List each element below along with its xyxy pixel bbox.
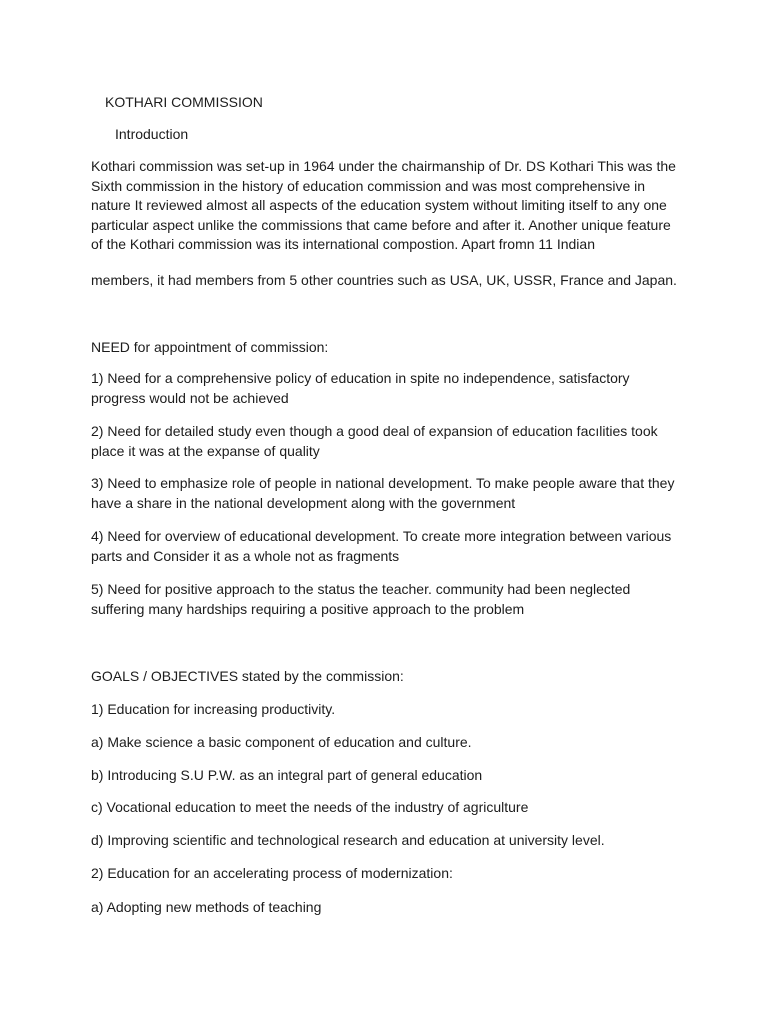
goal-item: 1) Education for increasing productivity.	[91, 701, 336, 717]
intro-continuation: members, it had members from 5 other countries such as USA, UK, USSR, France and Japan.	[91, 272, 677, 288]
need-item-line: 4) Need for overview of educational development. To create more integration between various	[91, 528, 672, 544]
need-item	[91, 580, 691, 619]
intro-paragraph	[91, 157, 691, 255]
document-title: KOTHARI COMMISSION	[105, 94, 263, 110]
intro-line: particular aspect unlike the commissions that came before and after it. Another unique feature	[91, 216, 671, 233]
intro-heading: Introduction	[115, 126, 189, 142]
need-item	[91, 422, 691, 461]
need-heading: NEED for appointment of commission:	[91, 339, 329, 355]
goal-item: b) Introducing S.U P.W. as an integral part of general education	[91, 767, 483, 783]
goals-heading: GOALS / OBJECTIVES stated by the commission:	[91, 668, 404, 684]
need-item	[91, 369, 691, 408]
need-item	[91, 474, 691, 513]
need-item-line: 5) Need for positive approach to the status the teacher. community had been neglected	[91, 581, 631, 597]
goal-item: a) Adopting new methods of teaching	[91, 899, 322, 915]
need-item-line: 1) Need for a comprehensive policy of education in spite no independence, satisfactory	[91, 370, 630, 386]
goal-item: c) Vocational education to meet the needs of the industry of agriculture	[91, 799, 529, 815]
intro-line: Kothari commission was set-up in 1964 under the chairmanship of Dr. DS Kothari This was the	[91, 158, 676, 174]
intro-line: nature It reviewed almost all aspects of the education system without limiting itself to any one	[91, 197, 667, 213]
need-item-line: 2) Need for detailed study even though a good deal of expansion of education facılities took	[91, 423, 658, 439]
intro-line: Sixth commission in the history of education commission and was most comprehensive in	[91, 177, 646, 194]
need-item-line: parts and Consider it as a whole not as fragments	[91, 547, 400, 564]
intro-line: of the Kothari commission was its international compostion. Apart fromn 11 Indian	[91, 236, 595, 252]
need-item-line: suffering many hardships requiring a positive approach to the problem	[91, 600, 525, 617]
goal-item: 2) Education for an accelerating process of modernization:	[91, 865, 453, 881]
need-item	[91, 527, 691, 566]
need-item-line: have a share in the national development along with the government	[91, 494, 516, 511]
goal-item: d) Improving scientific and technological research and education at university level.	[91, 832, 605, 848]
goal-item: a) Make science a basic component of education and culture.	[91, 734, 472, 750]
need-item-line: place it was at the expanse of quality	[91, 442, 320, 459]
need-item-line: 3) Need to emphasize role of people in national development. To make people aware that they	[91, 475, 675, 491]
need-item-line: progress would not be achieved	[91, 389, 289, 406]
